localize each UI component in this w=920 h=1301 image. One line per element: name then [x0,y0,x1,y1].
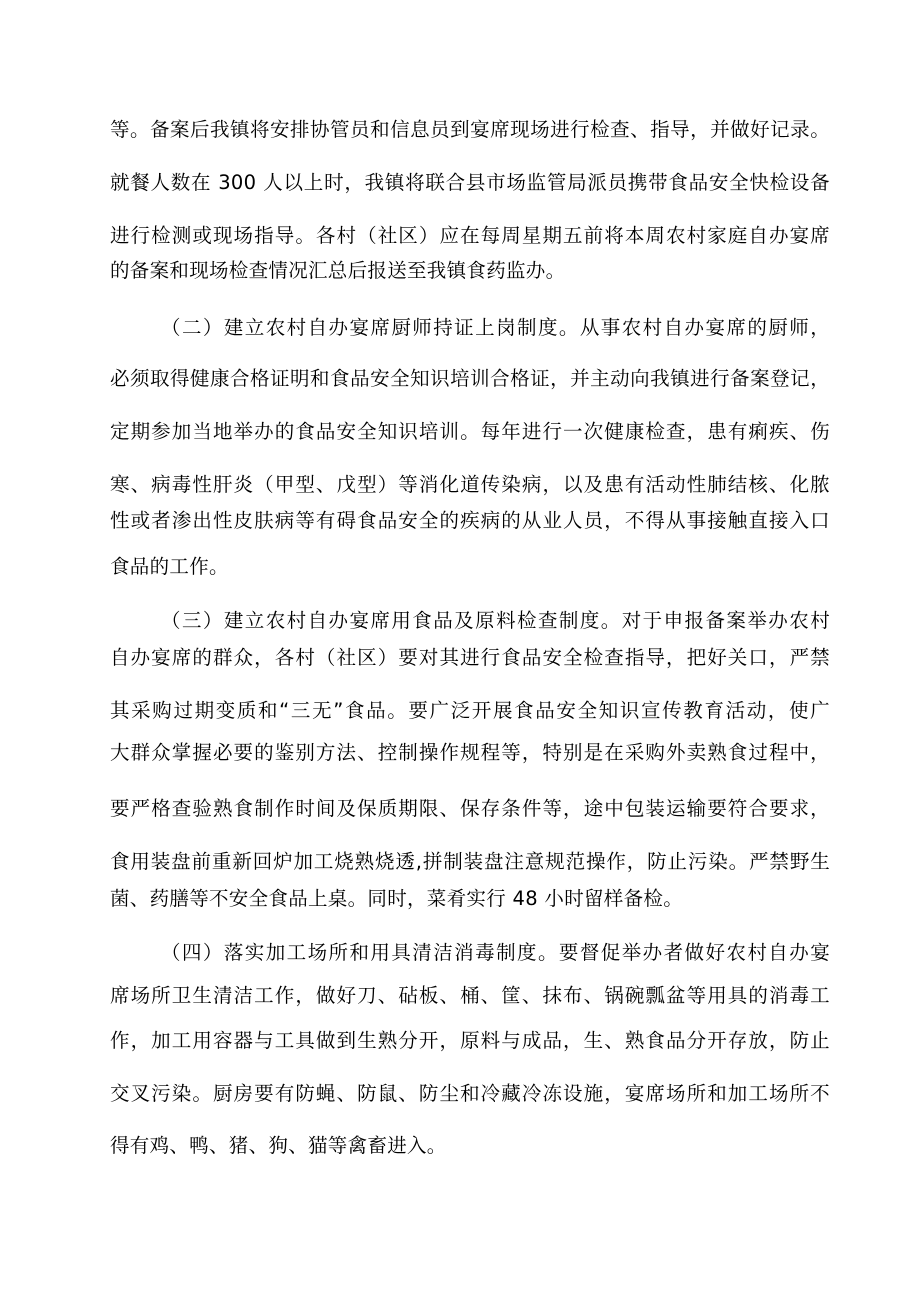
paragraph-line: 食用装盘前重新回炉加工烧熟烧透,拼制装盘注意规范操作，防止污染。严禁野生 [110,850,830,873]
paragraph-line: （二）建立农村自办宴席厨师持证上岗制度。从事农村自办宴席的厨师， [161,316,830,339]
paragraph-line: 定期参加当地举办的食品安全知识培训。每年进行一次健康检查，患有痢疾、伤 [110,420,830,443]
paragraph-line: 进行检测或现场指导。各村（社区）应在每周星期五前将本周农村家庭自办宴席 [110,224,830,247]
paragraph-line: 寒、病毒性肝炎（甲型、戊型）等消化道传染病，以及患有活动性肺结核、化脓 [110,473,830,496]
paragraph-line: 大群众掌握必要的鉴别方法、控制操作规程等，特别是在采购外卖熟食过程中， [110,741,830,764]
paragraph-line: 的备案和现场检查情况汇总后报送至我镇食药监办。 [110,259,566,282]
paragraph-line: 作，加工用容器与工具做到生熟分开，原料与成品，生、熟食品分开存放，防止 [110,1029,830,1052]
paragraph-line: 要严格查验熟食制作时间及保质期限、保存条件等，途中包装运输要符合要求， [110,797,830,820]
paragraph-line: 自办宴席的群众，各村（社区）要对其进行食品安全检查指导，把好关口，严禁 [110,646,830,669]
paragraph-line: （四）落实加工场所和用具清洁消毒制度。要督促举办者做好农村自办宴 [161,941,830,964]
paragraph-line: 就餐人数在 300 人以上时，我镇将联合县市场监管局派员携带食品安全快检设备 [110,171,830,194]
paragraph-line: 其采购过期变质和“三无”食品。要广泛开展食品安全知识宣传教育活动，使广 [110,699,830,722]
paragraph-line: 食品的工作。 [110,555,229,578]
paragraph-line: 等。备案后我镇将安排协管员和信息员到宴席现场进行检查、指导，并做好记录。 [110,118,830,141]
paragraph-line: 菌、药膳等不安全食品上桌。同时，菜肴实行 48 小时留样备检。 [110,887,684,910]
paragraph-line: 席场所卫生清洁工作，做好刀、砧板、桶、筐、抹布、锅碗瓢盆等用具的消毒工 [110,984,830,1007]
paragraph-line: （三）建立农村自办宴席用食品及原料检查制度。对于申报备案举办农村 [161,609,830,632]
paragraph-line: 性或者渗出性皮肤病等有碍食品安全的疾病的从业人员，不得从事接触直接入口 [110,509,830,532]
paragraph-line: 必须取得健康合格证明和食品安全知识培训合格证，并主动向我镇进行备案登记， [110,367,830,390]
paragraph-line: 交叉污染。厨房要有防蝇、防鼠、防尘和冷藏冷冻设施，宴席场所和加工场所不 [110,1082,830,1105]
paragraph-line: 得有鸡、鸭、猪、狗、猫等禽畜进入。 [110,1134,447,1157]
